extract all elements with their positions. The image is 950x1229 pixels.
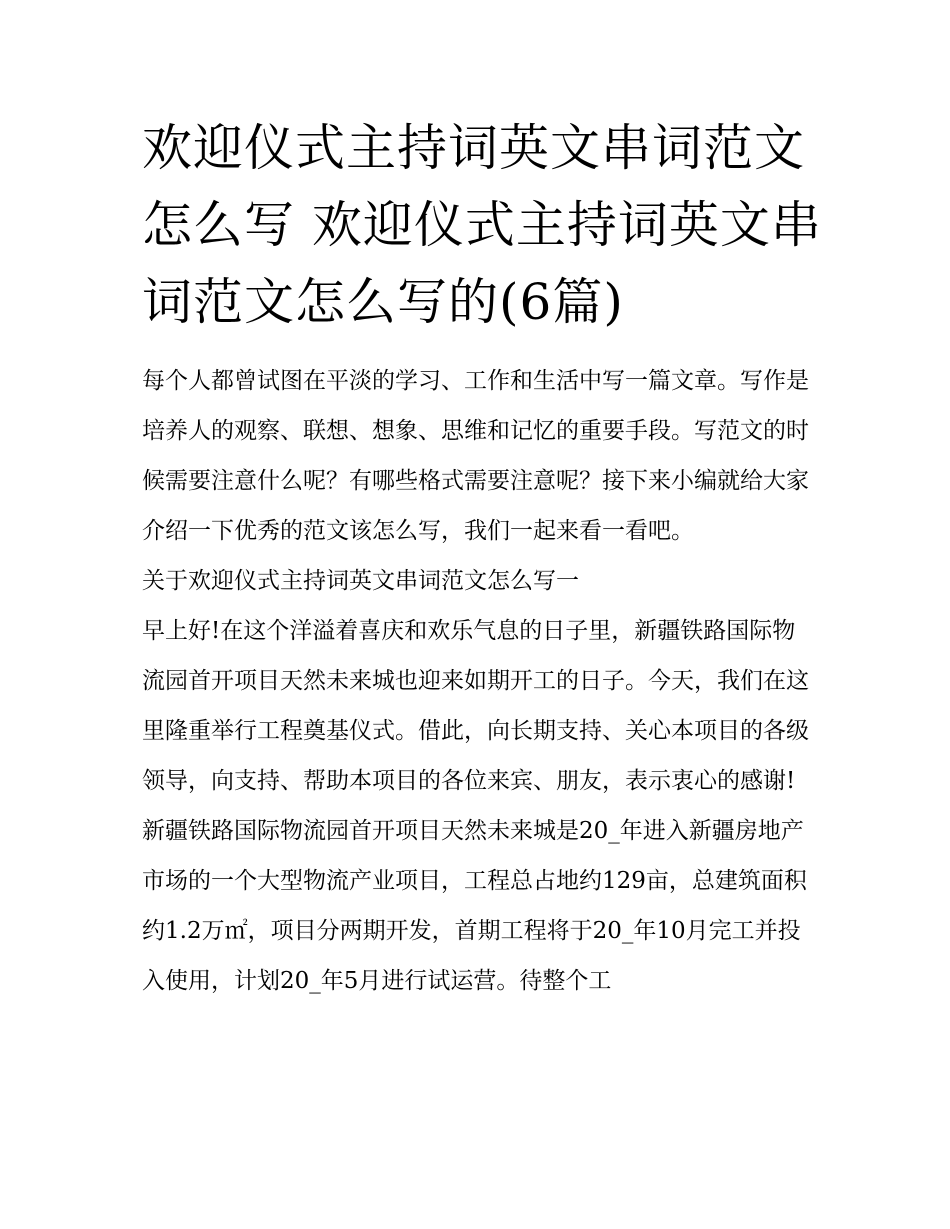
document-title: 欢迎仪式主持词英文串词范文怎么写 欢迎仪式主持词英文串词范文怎么写的(6篇) bbox=[142, 119, 822, 331]
intro-paragraph: 每个人都曾试图在平淡的学习、工作和生活中写一篇文章。写作是培养人的观察、联想、想象、思维和记忆的重要手段。写范文的时候需要注意什么呢？有哪些格式需要注意呢？接下来小编就给大家介绍一下优秀的范文该怎么写，我们一起来看一看吧。 bbox=[142, 368, 809, 544]
greeting-paragraph: 早上好!在这个洋溢着喜庆和欢乐气息的日子里，新疆铁路国际物流园首开项目天然未来城也迎来如期开工的日子。今天，我们在这里隆重举行工程奠基仪式。借此，向长期支持、关心本项目的各级领导，向支持、帮助本项目的各位来宾、朋友，表示衷心的感谢! bbox=[142, 618, 809, 794]
project-paragraph: 新疆铁路国际物流园首开项目天然未来城是20_年进入新疆房地产市场的一个大型物流产业项目，工程总占地约129亩，总建筑面积约1.2万㎡，项目分两期开发，首期工程将于20_年10月完工并投入使用，计划20_年5月进行试运营。待整个工 bbox=[142, 818, 807, 994]
section-heading: 关于欢迎仪式主持词英文串词范文怎么写一 bbox=[142, 568, 579, 594]
document-body bbox=[142, 356, 814, 1006]
